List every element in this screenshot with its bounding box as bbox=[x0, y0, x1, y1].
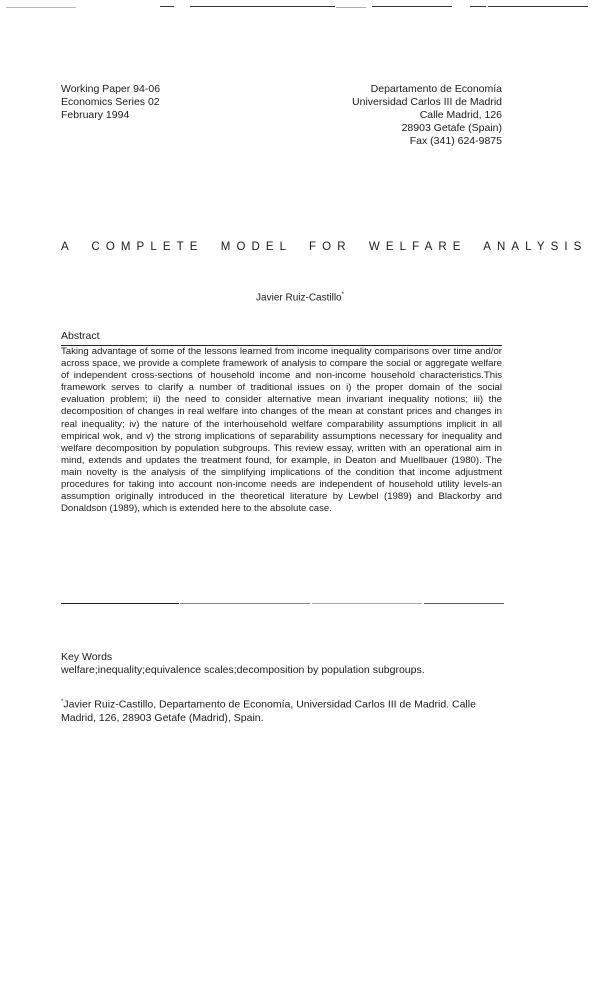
paper-info bbox=[61, 83, 160, 122]
university-name: Universidad Carlos III de Madrid bbox=[352, 96, 502, 108]
keywords-heading: Key Words bbox=[61, 651, 113, 663]
publication-date: February 1994 bbox=[61, 109, 130, 121]
scan-artifact-line bbox=[190, 6, 335, 7]
keywords-text: welfare;inequality;equivalence scales;decomposition by population subgroups. bbox=[61, 664, 425, 676]
working-paper-number: Working Paper 94-06 bbox=[61, 83, 161, 95]
author-name: Javier Ruiz-Castillo bbox=[256, 292, 342, 304]
scan-artifact-line bbox=[6, 7, 76, 8]
scan-artifact-line bbox=[470, 6, 486, 7]
author-footnote bbox=[61, 696, 506, 725]
footnote-text: Javier Ruiz-Castillo, Departamento de Economía, Universidad Carlos III de Madrid. Calle Madrid, 126, 28903 Getafe (Madrid), Spain. bbox=[61, 698, 476, 724]
scan-artifact-line bbox=[488, 6, 588, 7]
abstract-bottom-rule bbox=[180, 603, 310, 604]
scan-artifact-line bbox=[336, 7, 366, 8]
department-name: Departamento de Economía bbox=[370, 83, 502, 95]
footnote-mark: * bbox=[61, 699, 64, 705]
author-line bbox=[0, 292, 600, 303]
abstract-bottom-rule bbox=[312, 603, 422, 604]
scan-artifact-line bbox=[372, 6, 452, 7]
abstract-bottom-rule bbox=[424, 603, 504, 604]
paper-title: A COMPLETE MODEL FOR WELFARE ANALYSIS bbox=[61, 240, 588, 253]
institution-address bbox=[352, 83, 502, 148]
abstract-text: Taking advantage of some of the lessons learned from income inequality comparisons over time and/or across space, we provide a complete framework of analysis to compare the social or aggregate welfare of independent cross-sections of household income and non-income household characteristics.This framework serves to clarify a number of traditional issues on i) the proper domain of the social evaluation problem; ii) the need to consider alternative mean invariant inequality notions; iii) the decomposition of changes in real welfare into changes of the mean at constant prices and changes in real inequality; iv) the nature of the interhousehold welfare comparability assumptions implicit in all empirical wok, and v) the strong implications of separability assumptions necessary for inequality and welfare decomposition by population subgroups. This review essay, written with an operational aim in mind, extends and updates the treatment found, for example, in Deaton and Muellbauer (1980). The main novelty is the analysis of the simplifying implications of the condition that income adjustment procedures for taking into account non-income needs are independent of household utility levels-an assumption originally introduced in the theoretical literature by Lewbel (1989) and Blackorby and Donaldson (1989), which is extended here to the absolute case. bbox=[61, 346, 502, 515]
abstract-heading: Abstract bbox=[61, 330, 100, 342]
city-address: 28903 Getafe (Spain) bbox=[401, 122, 502, 134]
series-label: Economics Series 02 bbox=[61, 96, 160, 108]
author-footnote-mark: * bbox=[341, 292, 344, 298]
abstract-bottom-rule bbox=[61, 603, 179, 604]
fax-number: Fax (341) 624-9875 bbox=[409, 135, 502, 147]
scan-artifact-line bbox=[160, 6, 174, 7]
street-address: Calle Madrid, 126 bbox=[419, 109, 502, 121]
